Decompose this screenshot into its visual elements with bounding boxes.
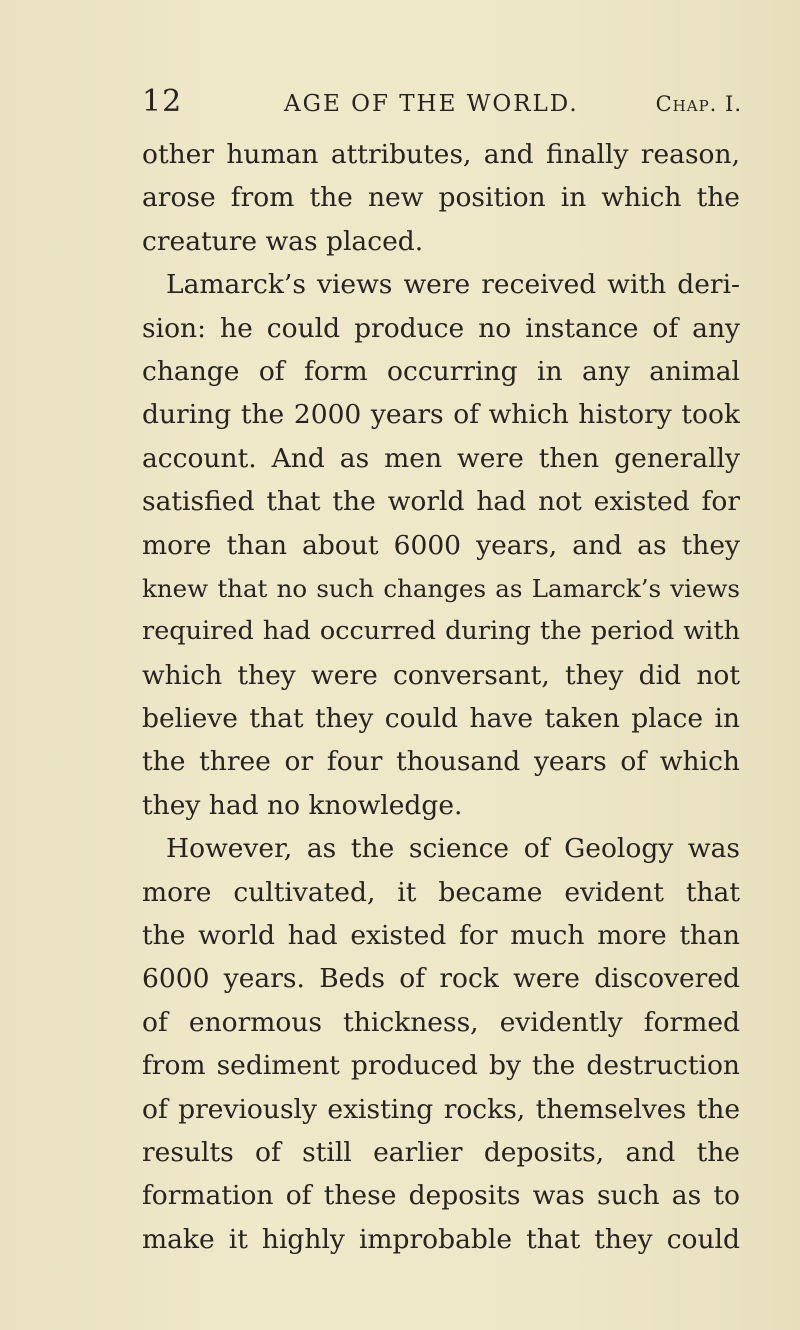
text-line: which they were conversant, they did not	[142, 659, 740, 691]
text-line: However, as the science of Geology was	[166, 833, 740, 865]
text-line: of enormous thickness, evidently formed	[142, 1006, 740, 1038]
text-line: 6000 years. Beds of rock were discovered	[142, 963, 740, 995]
text-line: the world had existed for much more than	[142, 920, 740, 952]
text-line: formation of these deposits was such as to	[142, 1180, 740, 1212]
text-line: believe that they could have taken place in	[142, 703, 740, 735]
running-title: AGE OF THE WORLD.	[284, 91, 579, 117]
text-line: other human attributes, and finally reason,	[142, 139, 740, 170]
text-line: creature was placed.	[142, 225, 424, 257]
text-line: results of still earlier deposits, and the	[142, 1136, 740, 1168]
text-line: more than about 6000 years, and as they	[142, 529, 740, 561]
text-line: make it highly improbable that they could	[142, 1223, 740, 1255]
chapter-label: Chap. I.	[655, 92, 742, 116]
page-number: 12	[142, 84, 183, 119]
text-line: of previously existing rocks, themselves the	[142, 1093, 740, 1125]
text-line: Lamarck’s views were received with deri-	[166, 269, 740, 301]
running-header	[142, 82, 742, 122]
text-line: satisfied that the world had not existed for	[142, 486, 740, 518]
text-line: the three or four thousand years of which	[142, 746, 740, 778]
text-line: arose from the new position in which the	[142, 182, 740, 214]
text-line: from sediment produced by the destruction	[142, 1050, 740, 1082]
text-line: during the 2000 years of which history took	[142, 399, 740, 431]
text-line: account. And as men were then generally	[142, 442, 740, 474]
text-line: more cultivated, it became evident that	[142, 876, 740, 908]
text-line: change of form occurring in any animal	[142, 355, 740, 387]
text-line: required had occurred during the period with	[142, 616, 740, 647]
text-line: sion: he could produce no instance of any	[142, 312, 740, 344]
body-text	[142, 133, 740, 1261]
text-line: knew that no such changes as Lamarck’s views	[142, 573, 740, 603]
text-line: they had no knowledge.	[142, 789, 463, 821]
